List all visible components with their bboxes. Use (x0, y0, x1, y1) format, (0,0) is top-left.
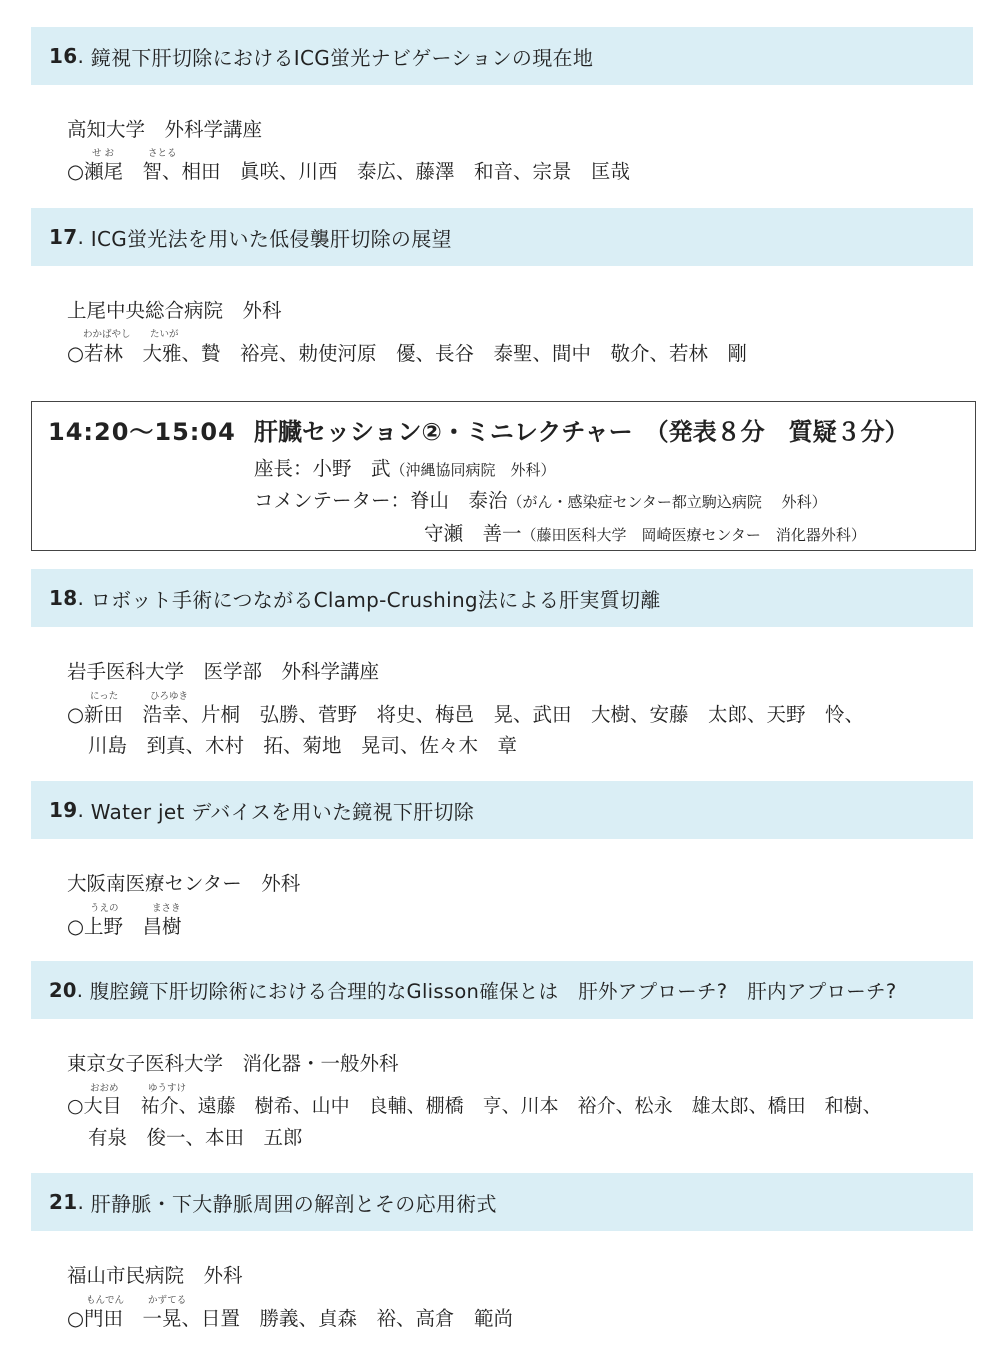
furigana-surname: もんでん (86, 1295, 125, 1306)
furigana-surname: うえの (90, 903, 119, 914)
presentation-title: ICG蛍光法を用いた低侵襲肝切除の展望 (90, 226, 452, 251)
furigana-given-name: ひろゆき (150, 691, 189, 702)
commentator-name: コメンテーター：脊山 泰治 (254, 489, 508, 512)
furigana-surname: せ お (92, 148, 115, 159)
presentation-title: 肝静脈・下大静脈周囲の解剖とその応用術式 (90, 1191, 497, 1216)
commentator-line (254, 485, 827, 513)
author-list-continued: 川島 到真、木村 拓、菊地 晃司、佐々木 章 (88, 734, 518, 757)
author-list: ○大目 祐介、遠藤 樹希、山中 良輔、棚橋 亨、川本 裕介、松永 雄太郎、橋田 和樹、 (67, 1095, 882, 1117)
presentation-number: 16 (49, 44, 78, 68)
commentator2-line (424, 518, 866, 546)
presentation-title-bar: 20 . 腹腔鏡下肝切除術における合理的なGlisson確保とは 肝外アプローチ? 肝内アプローチ? (31, 961, 973, 1019)
furigana-given-name: たいが (150, 329, 179, 340)
presentation-title: 腹腔鏡下肝切除術における合理的なGlisson確保とは 肝外アプローチ? 肝内アプローチ? (89, 980, 897, 1003)
furigana-given-name: さとる (148, 148, 177, 159)
presentation-title-bar: 21 . 肝静脈・下大静脈周囲の解剖とその応用術式 (31, 1173, 973, 1231)
furigana-given-name: ゆうすけ (148, 1083, 187, 1094)
author-list: ○瀬尾 智、相田 眞咲、川西 泰広、藤澤 和音、宗景 匡哉 (67, 160, 631, 183)
presentation-number: 20 (49, 978, 77, 1002)
presentation-title: 鏡視下肝切除におけるICG蛍光ナビゲーションの現在地 (90, 45, 594, 70)
presentation-title: ロボット手術につながるClamp-Crushing法による肝実質切離 (90, 587, 661, 612)
chair-affiliation: （沖縄協同病院 外科） (390, 461, 556, 479)
furigana-surname: にった (90, 691, 119, 702)
presentation-title-bar: 17 . ICG蛍光法を用いた低侵襲肝切除の展望 (31, 208, 973, 266)
affiliation: 上尾中央総合病院 外科 (67, 299, 282, 322)
author-list: ○門田 一晃、日置 勝義、貞森 裕、高倉 範尚 (67, 1307, 514, 1330)
furigana-surname: わかばやし (83, 329, 131, 340)
affiliation: 東京女子医科大学 消化器・一般外科 (67, 1052, 399, 1075)
author-list-continued: 有泉 俊一、本田 五郎 (88, 1126, 303, 1149)
presentation-number: 17 (49, 225, 78, 249)
furigana-given-name: まさき (152, 903, 181, 914)
presentation-number: 18 (49, 586, 78, 610)
furigana-surname: おおめ (90, 1083, 119, 1094)
commentator2-affiliation: （藤田医科大学 岡崎医療センター 消化器外科） (521, 526, 866, 544)
affiliation: 大阪南医療センター 外科 (67, 872, 301, 895)
commentator-affiliation: （がん・感染症センター都立駒込病院 外科） (507, 493, 827, 511)
presentation-number: 21 (49, 1190, 78, 1214)
affiliation: 高知大学 外科学講座 (67, 118, 263, 141)
affiliation: 福山市民病院 外科 (67, 1264, 243, 1287)
commentator2-name: 守瀬 善一 (424, 522, 522, 545)
presentation-number: 19 (49, 798, 78, 822)
presentation-title: Water jet デバイスを用いた鏡視下肝切除 (90, 799, 475, 824)
chair-name: 座長：小野 武 (254, 457, 391, 480)
session-box (31, 401, 976, 551)
chair-line (254, 453, 556, 481)
session-title: 肝臓セッション②・ミニレクチャー （発表８分 質疑３分） (254, 418, 909, 446)
presentation-title-bar: 18 . ロボット手術につながるClamp-Crushing法による肝実質切離 (31, 569, 973, 627)
presentation-title-bar: 16 . 鏡視下肝切除におけるICG蛍光ナビゲーションの現在地 (31, 27, 973, 85)
session-time: 14:20～15:04 (48, 418, 236, 446)
presentation-title-bar: 19 . Water jet デバイスを用いた鏡視下肝切除 (31, 781, 973, 839)
author-list: ○上野 昌樹 (67, 915, 182, 938)
author-list: ○若林 大雅、贄 裕亮、勅使河原 優、長谷 泰聖、間中 敬介、若林 剛 (67, 342, 748, 365)
affiliation: 岩手医科大学 医学部 外科学講座 (67, 660, 380, 683)
furigana-given-name: かずてる (148, 1295, 187, 1306)
author-list: ○新田 浩幸、片桐 弘勝、菅野 将史、梅邑 晃、武田 大樹、安藤 太郎、天野 怜、 (67, 703, 865, 726)
